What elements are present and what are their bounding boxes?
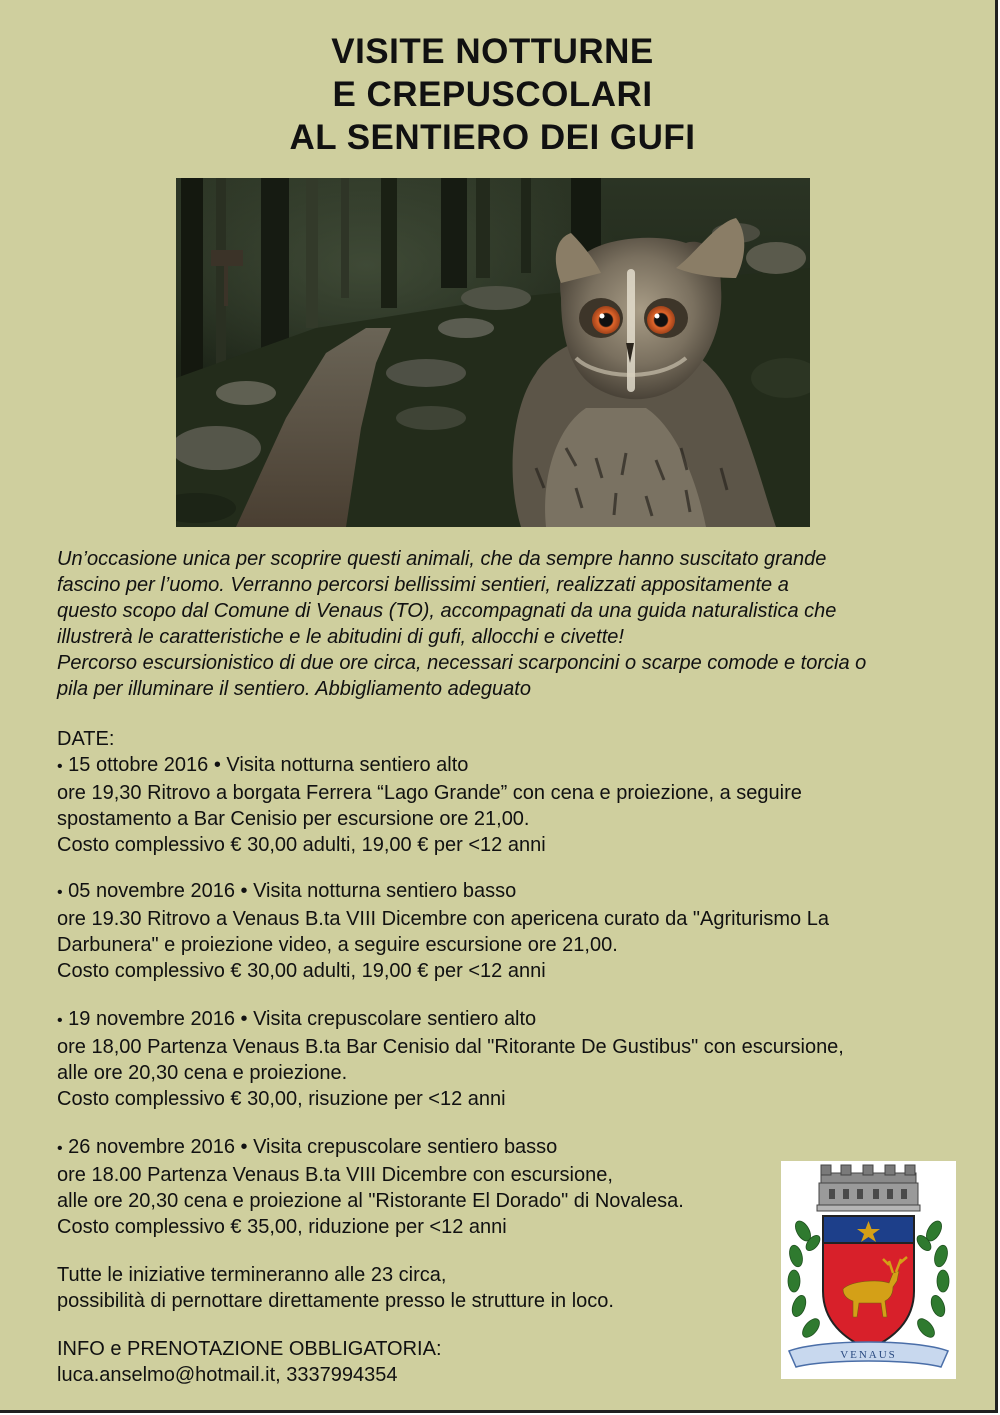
dates-heading: DATE: [57,728,115,750]
event-2-headline: • 05 novembre 2016 • Visita notturna sentiero basso [57,880,517,902]
event-2-line-2: ore 19.30 Ritrovo a Venaus B.ta VIII Dicembre con apericena curato da "Agriturismo La [57,908,829,930]
event-1 [57,752,987,858]
intro-line-5: Percorso escursionistico di due ore circa, necessari scarponcini o scarpe comode e torcia o [57,652,867,674]
info-heading: INFO e PRENOTAZIONE OBBLIGATORIA: [57,1338,442,1360]
intro-line-6: pila per illuminare il sentiero. Abbigliamento adeguato [57,678,531,700]
event-3-line-3: alle ore 20,30 cena e proiezione. [57,1062,348,1084]
event-2 [57,878,987,984]
event-4-cost: Costo complessivo € 35,00, riduzione per <12 anni [57,1216,507,1238]
title-line-2: E CREPUSCOLARI [332,75,653,114]
venaus-coat-of-arms [781,1161,956,1379]
event-1-headline: • 15 ottobre 2016 • Visita notturna sentiero alto [57,754,469,776]
intro-line-1: Un’occasione unica per scoprire questi animali, che da sempre hanno suscitato grande [57,548,827,570]
bullet-icon: • [57,1012,63,1029]
contact-info[interactable]: luca.anselmo@hotmail.it, 3337994354 [57,1364,398,1386]
intro-line-2: fascino per l’uomo. Verranno percorsi bellissimi sentieri, realizzati appositamente a [57,574,789,596]
event-3 [57,1006,987,1112]
event-4-line-2: ore 18.00 Partenza Venaus B.ta VIII Dicembre con escursione, [57,1164,613,1186]
intro-paragraph [57,546,977,702]
bullet-icon: • [57,758,63,775]
event-3-headline: • 19 novembre 2016 • Visita crepuscolare sentiero alto [57,1008,537,1030]
closing-line-2: possibilità di pernottare direttamente presso le strutture in loco. [57,1290,614,1312]
event-2-cost: Costo complessivo € 30,00 adulti, 19,00 € per <12 anni [57,960,546,982]
page-title [0,30,985,159]
intro-line-4: illustrerà le caratteristiche e le abitudini di gufi, allocchi e civette! [57,626,624,648]
event-1-cost: Costo complessivo € 30,00 adulti, 19,00 € per <12 anni [57,834,546,856]
owl-forest-photo [176,178,810,527]
title-line-1: VISITE NOTTURNE [331,32,654,71]
event-4-line-3: alle ore 20,30 cena e proiezione al "Ristorante El Dorado" di Novalesa. [57,1190,684,1212]
intro-line-3: questo scopo dal Comune di Venaus (TO), accompagnati da una guida naturalistica che [57,600,837,622]
crest-ribbon-text: VENAUS [840,1349,897,1361]
event-3-line-2: ore 18,00 Partenza Venaus B.ta Bar Cenisio dal "Ritorante De Gustibus" con escursione, [57,1036,844,1058]
bullet-icon: • [57,884,63,901]
event-1-line-2: ore 19,30 Ritrovo a borgata Ferrera “Lago Grande” con cena e proiezione, a seguire [57,782,802,804]
event-1-line-3: spostamento a Bar Cenisio per escursione ore 21,00. [57,808,530,830]
event-4-headline: • 26 novembre 2016 • Visita crepuscolare sentiero basso [57,1136,558,1158]
closing-line-1: Tutte le iniziative termineranno alle 23 circa, [57,1264,447,1286]
event-2-line-3: Darbunera" e proiezione video, a seguire escursione ore 21,00. [57,934,618,956]
bullet-icon: • [57,1140,63,1157]
title-line-3: AL SENTIERO DEI GUFI [289,118,696,157]
event-3-cost: Costo complessivo € 30,00, risuzione per <12 anni [57,1088,506,1110]
